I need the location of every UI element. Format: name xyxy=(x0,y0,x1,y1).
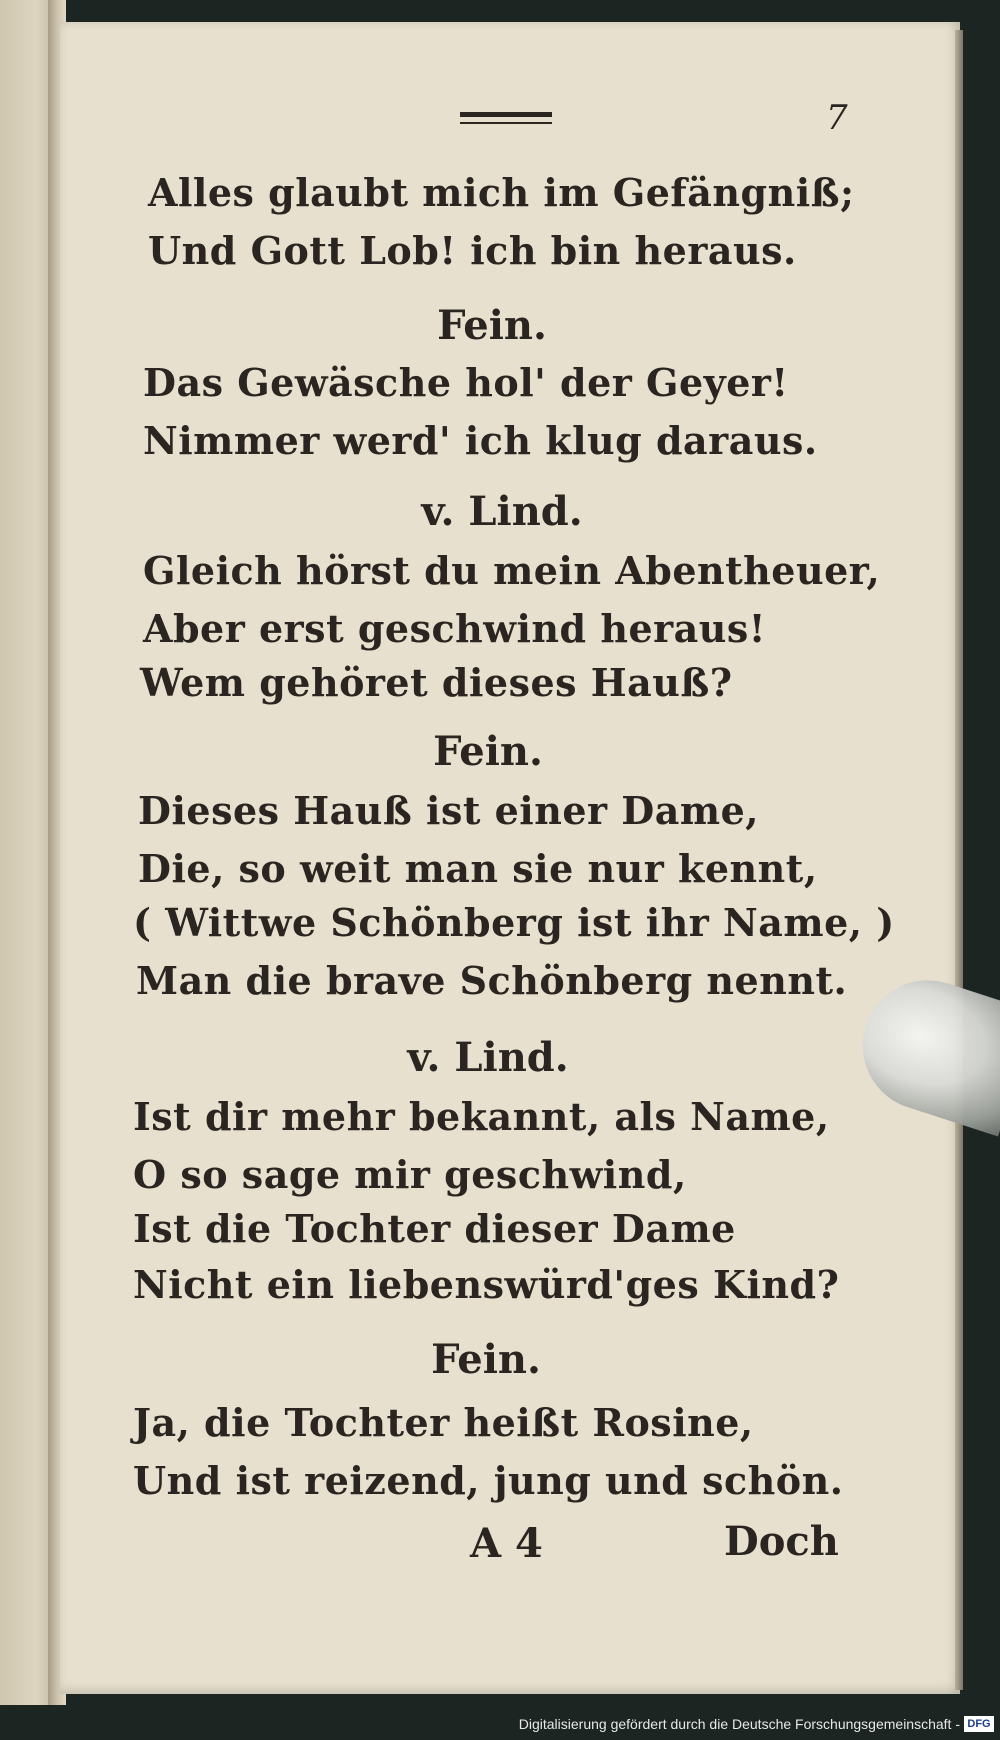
verse-line: Nimmer werd' ich klug daraus. xyxy=(143,418,818,463)
verse-line: Wem gehöret dieses Hauß? xyxy=(140,660,733,705)
verse-line: Aber erst geschwind heraus! xyxy=(143,606,766,651)
verse-line: Das Gewäsche hol' der Geyer! xyxy=(143,360,789,405)
verse-line: Ja, die Tochter heißt Rosine, xyxy=(133,1400,754,1445)
dfg-logo: DFG xyxy=(964,1716,994,1732)
verse-line: Ist dir mehr bekannt, als Name, xyxy=(133,1094,830,1139)
speaker-name: Fein. xyxy=(433,728,543,775)
verse-line: Man die brave Schönberg nennt. xyxy=(136,958,848,1003)
verse-line: ( Wittwe Schönberg ist ihr Name, ) xyxy=(133,900,895,945)
speaker-name: Fein. xyxy=(431,1336,541,1383)
catchword: Doch xyxy=(724,1518,839,1565)
verse-line: Die, so weit man sie nur kennt, xyxy=(138,846,818,891)
page-number: 7 xyxy=(826,98,848,138)
verse-line: Ist die Tochter dieser Dame xyxy=(133,1206,736,1251)
header-rule xyxy=(460,112,552,124)
speaker-name: v. Lind. xyxy=(421,488,583,535)
verse-line: Und ist reizend, jung und schön. xyxy=(133,1458,844,1503)
verse-line: O so sage mir geschwind, xyxy=(133,1152,687,1197)
speaker-name: v. Lind. xyxy=(407,1034,569,1081)
verse-line: Dieses Hauß ist einer Dame, xyxy=(138,788,759,833)
signature-mark: A 4 xyxy=(470,1520,543,1567)
verse-line: Gleich hörst du mein Abentheuer, xyxy=(143,548,881,593)
verse-line: Und Gott Lob! ich bin heraus. xyxy=(148,228,797,273)
page-edge xyxy=(955,30,963,1690)
digitization-credit: Digitalisierung gefördert durch die Deutsche Forschungsgemeinschaft - xyxy=(518,1716,960,1732)
verse-line: Alles glaubt mich im Gefängniß; xyxy=(148,170,855,215)
verse-line: Nicht ein liebenswürd'ges Kind? xyxy=(133,1262,840,1307)
speaker-name: Fein. xyxy=(437,302,547,349)
